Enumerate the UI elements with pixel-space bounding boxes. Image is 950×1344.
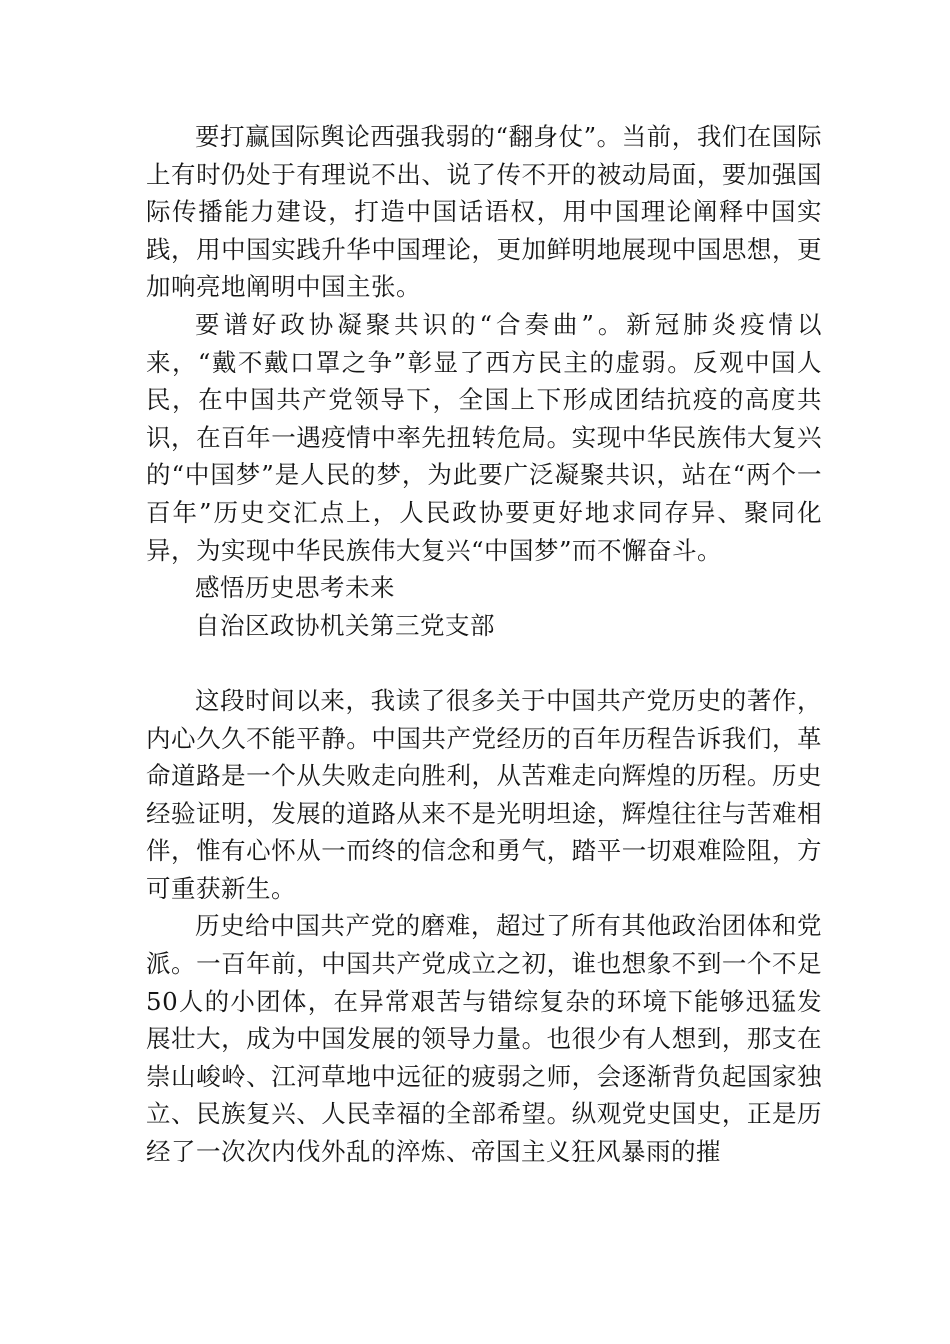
paragraph-reading-history: 这段时间以来，我读了很多关于中国共产党历史的著作，内心久久不能平静。中国共产党经历的百年历程告诉我们，革命道路是一个从失败走向胜利，从苦难走向辉煌的历程。历史经验证明，发展的道路从来不是光明坦途，辉煌往往与苦难相伴，惟有心怀从一而终的信念和勇气，踏平一切艰难险阻，方可重获新生。: [146, 685, 822, 903]
blank-line: [146, 644, 822, 682]
document-body: [146, 118, 822, 1171]
paragraph-international-discourse: 要打赢国际舆论西强我弱的“翻身仗”。当前，我们在国际上有时仍处于有理说不出、说了传不开的被动局面，要加强国际传播能力建设，打造中国话语权，用中国理论阐释中国实践，用中国实践升华中国理论，更加鲜明地展现中国思想，更加响亮地阐明中国主张。: [146, 122, 822, 302]
paragraph-consensus: 要谱好政协凝聚共识的“合奏曲”。新冠肺炎疫情以来，“戴不戴口罩之争”彰显了西方民主的虚弱。反观中国人民，在中国共产党领导下，全国上下形成团结抗疫的高度共识，在百年一遇疫情中率先扭转危局。实现中华民族伟大复兴的“中国梦”是人民的梦，为此要广泛凝聚共识，站在“两个一百年”历史交汇点上，人民政协要更好地求同存异、聚同化异，为实现中华民族伟大复兴“中国梦”而不懈奋斗。: [146, 309, 822, 565]
article-author: 自治区政协机关第三党支部: [195, 610, 495, 640]
article-title: 感悟历史思考未来: [195, 573, 395, 603]
paragraph-party-hardships: 历史给中国共产党的磨难，超过了所有其他政治团体和党派。一百年前，中国共产党成立之初，谁也想象不到一个不足50人的小团体，在异常艰苦与错综复杂的环境下能够迅猛发展壮大，成为中国发展的领导力量。也很少有人想到，那支在崇山峻岭、江河草地中远征的疲弱之师，会逐渐背负起国家独立、民族复兴、人民幸福的全部希望。纵观党史国史，正是历经了一次次内伐外乱的淬炼、帝国主义狂风暴雨的摧: [146, 911, 822, 1167]
